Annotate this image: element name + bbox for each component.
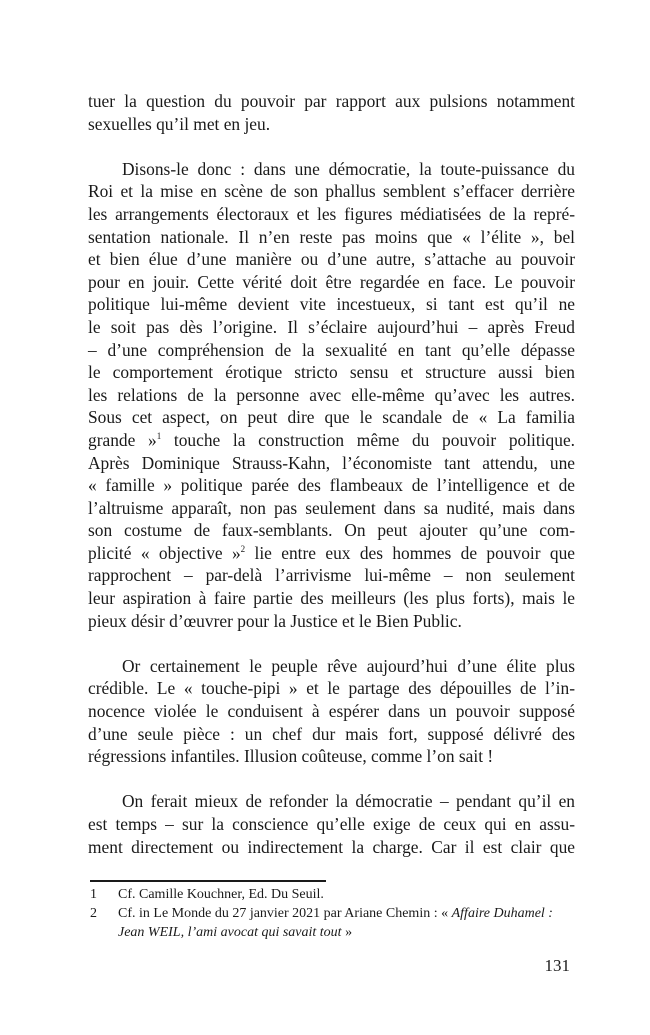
footnote-ref-2: 2: [240, 543, 246, 554]
text-line: « famille » politique parée des flambeaux de l’intelligence et de: [88, 475, 575, 496]
text-line: est temps – sur la conscience qu’elle exige de ceux qui en assu-: [88, 814, 575, 834]
text-line: leur aspiration à faire partie des meilleurs (les plus forts), mais le: [88, 588, 575, 609]
text-line: les relations de la personne avec elle-même qu’avec les autres.: [88, 384, 575, 405]
text-line: son costume de faux-semblants. On peut ajouter qu’une com-: [88, 520, 575, 541]
paragraph-3: [88, 655, 575, 768]
footnote-2: [90, 904, 580, 942]
text-fragment: grande »: [88, 429, 157, 450]
footnote-title: Affaire Duhamel : Jean WEIL, l’ami avocat qui savait tout: [118, 906, 553, 940]
text-fragment: lie entre eux des hommes de pouvoir que: [245, 542, 575, 563]
text-line: d’une seule pièce : un chef dur mais fort, supposé délivré des: [88, 723, 575, 744]
text-line: Or certainement le peuple rêve aujourd’hui d’une élite plus: [122, 655, 575, 676]
text-fragment: plicité « objective »: [88, 542, 241, 563]
text-line: régressions infantiles. Illusion coûteuse, comme l’on sait !: [88, 746, 494, 767]
text-line: pour en jouir. Cette vérité doit être regardée en face. Le pouvoir: [88, 271, 575, 292]
footnote-text-part: »: [341, 925, 353, 940]
footnote-ref-1: 1: [156, 430, 162, 441]
text-line: nocence violée le conduisent à espérer dans un pouvoir supposé: [88, 701, 575, 722]
text-line: sentation nationale. Il n’en reste pas moins que « l’élite », bel: [88, 226, 575, 247]
text-line: tuer la question du pouvoir par rapport aux pulsions notamment: [88, 91, 575, 111]
footnotes: [90, 885, 580, 942]
footnote-text-part: Cf. in Le Monde du 27 janvier 2021 par Ariane Chemin : «: [118, 906, 452, 921]
text-line: et bien élue d’une manière ou d’une autre, s’attache au pouvoir: [88, 249, 575, 270]
footnote-divider: [90, 880, 326, 882]
text-line: rapprochent – par-delà l’arrivisme lui-même – non seulement: [88, 565, 575, 586]
text-line: Roi et la mise en scène de son phallus semblent s’effacer derrière: [88, 181, 575, 202]
text-line: ment directement ou indirectement la charge. Car il est clair que: [88, 836, 575, 857]
text-line: crédible. Le « touche-pipi » et le partage des dépouilles de l’in-: [88, 678, 575, 699]
text-line: l’altruisme apparaît, non pas seulement dans sa nudité, mais dans: [88, 497, 575, 518]
text-fragment: touche la construction même du pouvoir politique.: [161, 429, 576, 450]
footnote-1: [90, 885, 580, 904]
text-line: Disons-le donc : dans une démocratie, la toute-puissance du: [122, 158, 575, 179]
paragraph-2: [88, 158, 575, 632]
footnote-text: [118, 906, 553, 940]
footnote-number: 1: [90, 887, 97, 902]
text-line: On ferait mieux de refonder la démocratie – pendant qu’il en: [122, 791, 575, 812]
text-line: Sous cet aspect, on peut dire que le scandale de « La familia: [88, 407, 575, 428]
text-line: – d’une compréhension de la sexualité en tant qu’elle dépasse: [88, 339, 575, 360]
text-line: pieux désir d’œuvrer pour la Justice et le Bien Public.: [88, 610, 462, 631]
text-line: [88, 429, 575, 452]
footnote-number: 2: [90, 906, 97, 921]
text-line: sexuelles qu’il met en jeu.: [88, 113, 271, 134]
text-line: politique lui-même devient vite incestueux, si tant est qu’il ne: [88, 294, 575, 315]
page-number: 131: [544, 956, 570, 975]
text-line: les arrangements électoraux et les figures médiatisées de la repré-: [88, 203, 575, 224]
paragraph-1: [88, 90, 575, 135]
footnote-text: Cf. Camille Kouchner, Ed. Du Seuil.: [118, 887, 324, 902]
paragraph-4: [88, 790, 575, 858]
page-body: [88, 90, 575, 858]
text-line: Après Dominique Strauss-Kahn, l’économiste tant attendu, une: [88, 452, 575, 473]
text-line: le comportement érotique stricto sensu et structure aussi bien: [88, 362, 575, 383]
text-line: [88, 542, 575, 565]
text-line: le soit pas dès l’origine. Il s’éclaire aujourd’hui – après Freud: [88, 316, 575, 337]
